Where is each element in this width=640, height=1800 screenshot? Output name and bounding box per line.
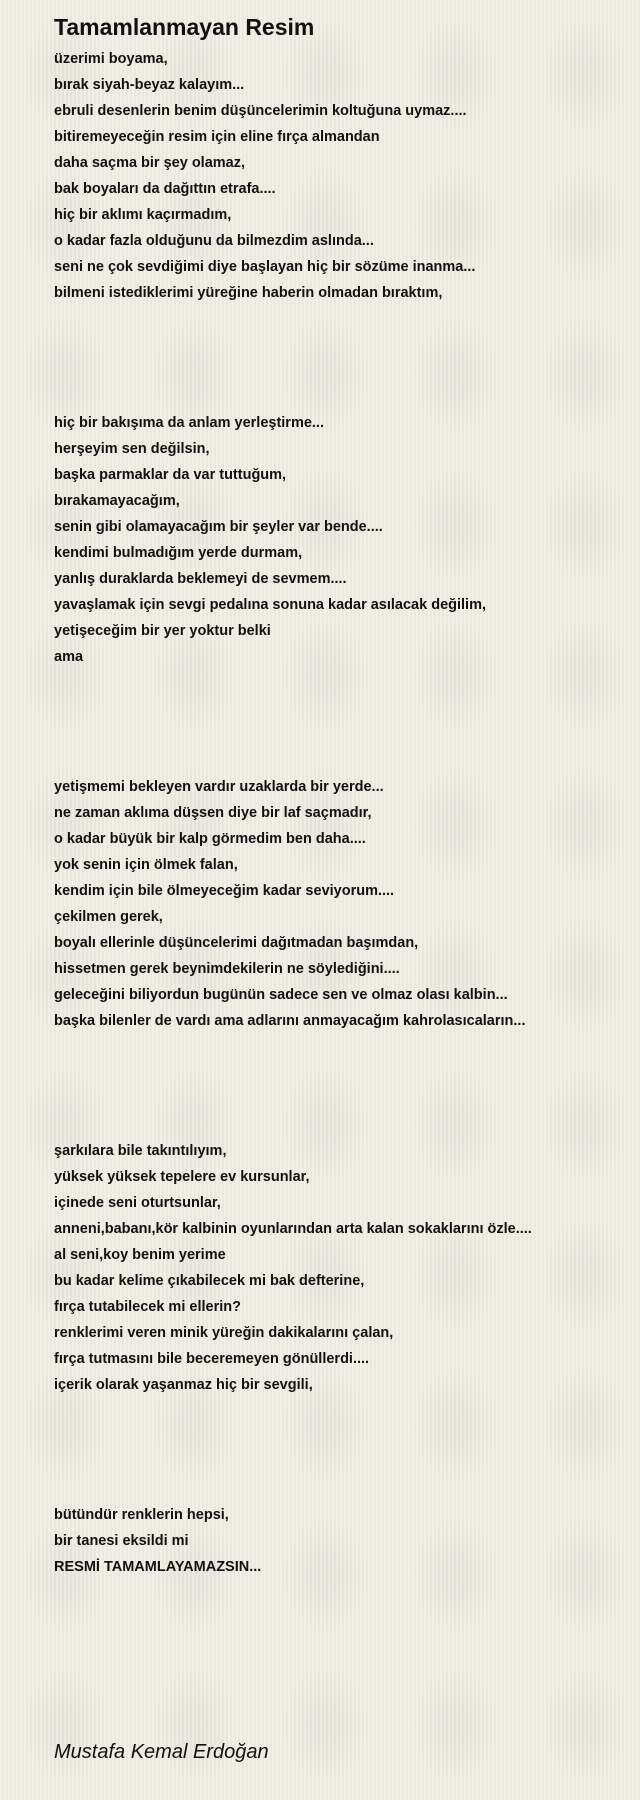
poem-line: kendim için bile ölmeyeceğim kadar seviyorum....	[54, 883, 395, 899]
poem-line: yetişeceğim bir yer yoktur belki	[54, 623, 271, 639]
poem-line: herşeyim sen değilsin,	[54, 441, 210, 457]
poem-line: yüksek yüksek tepelere ev kursunlar,	[54, 1169, 310, 1185]
poem-line: başka bilenler de vardı ama adlarını anmayacağım kahrolasıcaların...	[54, 1013, 526, 1029]
stanza-3	[54, 774, 614, 1034]
poem-line: bırakamayacağım,	[54, 493, 180, 509]
stanza-spacer	[54, 306, 614, 410]
stanza-1	[54, 46, 614, 306]
stanza-2	[54, 410, 614, 670]
poem-line: hissetmen gerek beynimdekilerin ne söylediğini....	[54, 961, 400, 977]
poem-line: o kadar büyük bir kalp görmedim ben daha....	[54, 831, 366, 847]
poem-line: bitiremeyeceğin resim için eline fırça almandan	[54, 129, 380, 145]
poem-line: boyalı ellerinle düşüncelerimi dağıtmadan başımdan,	[54, 935, 419, 951]
poem-line: daha saçma bir şey olamaz,	[54, 155, 246, 171]
poem-line: yok senin için ölmek falan,	[54, 857, 238, 873]
poem-line: bir tanesi eksildi mi	[54, 1533, 189, 1549]
stanza-5	[54, 1502, 614, 1580]
poem-line: senin gibi olamayacağım bir şeyler var bende....	[54, 519, 383, 535]
poem-line: geleceğini biliyordun bugünün sadece sen ve olmaz olası kalbin...	[54, 987, 508, 1003]
poem-line: kendimi bulmadığım yerde durmam,	[54, 545, 303, 561]
poem-line: al seni,koy benim yerime	[54, 1247, 226, 1263]
poem-author: Mustafa Kemal Erdoğan	[54, 1741, 269, 1763]
poem-line: ne zaman aklıma düşsen diye bir laf saçmadır,	[54, 805, 372, 821]
poem-line: üzerimi boyama,	[54, 51, 168, 67]
poem-line: bütündür renklerin hepsi,	[54, 1507, 229, 1523]
poem-container	[54, 12, 614, 1580]
poem-line: fırça tutabilecek mi ellerin?	[54, 1299, 241, 1315]
poem-line: bırak siyah-beyaz kalayım...	[54, 77, 245, 93]
poem-line: içinede seni oturtsunlar,	[54, 1195, 221, 1211]
poem-line: yavaşlamak için sevgi pedalına sonuna kadar asılacak değilim,	[54, 597, 486, 613]
poem-title: Tamamlanmayan Resim	[54, 14, 315, 40]
poem-line: seni ne çok sevdiğimi diye başlayan hiç bir sözüme inanma...	[54, 259, 476, 275]
stanza-4	[54, 1138, 614, 1398]
poem-line: ama	[54, 649, 84, 665]
poem-line: yanlış duraklarda beklemeyi de sevmem....	[54, 571, 347, 587]
poem-line: anneni,babanı,kör kalbinin oyunlarından arta kalan sokaklarını özle....	[54, 1221, 532, 1237]
poem-line: bilmeni istediklerimi yüreğine haberin olmadan bıraktım,	[54, 285, 443, 301]
poem-line: hiç bir bakışıma da anlam yerleştirme...	[54, 415, 324, 431]
poem-line: çekilmen gerek,	[54, 909, 163, 925]
poem-line: fırça tutmasını bile beceremeyen gönüllerdi....	[54, 1351, 370, 1367]
poem-line: bu kadar kelime çıkabilecek mi bak defterine,	[54, 1273, 365, 1289]
poem-line: RESMİ TAMAMLAYAMAZSIN...	[54, 1559, 262, 1575]
poem-line: bak boyaları da dağıttın etrafa....	[54, 181, 276, 197]
stanza-spacer	[54, 670, 614, 774]
poem-line: başka parmaklar da var tuttuğum,	[54, 467, 287, 483]
poem-line: renklerimi veren minik yüreğin dakikalarını çalan,	[54, 1325, 394, 1341]
stanza-spacer	[54, 1034, 614, 1138]
stanza-spacer	[54, 1398, 614, 1502]
poem-line: hiç bir aklımı kaçırmadım,	[54, 207, 232, 223]
poem-line: o kadar fazla olduğunu da bilmezdim aslında...	[54, 233, 374, 249]
poem-line: şarkılara bile takıntılıyım,	[54, 1143, 227, 1159]
poem-line: içerik olarak yaşanmaz hiç bir sevgili,	[54, 1377, 313, 1393]
poem-line: ebruli desenlerin benim düşüncelerimin koltuğuna uymaz....	[54, 103, 467, 119]
poem-line: yetişmemi bekleyen vardır uzaklarda bir yerde...	[54, 779, 384, 795]
